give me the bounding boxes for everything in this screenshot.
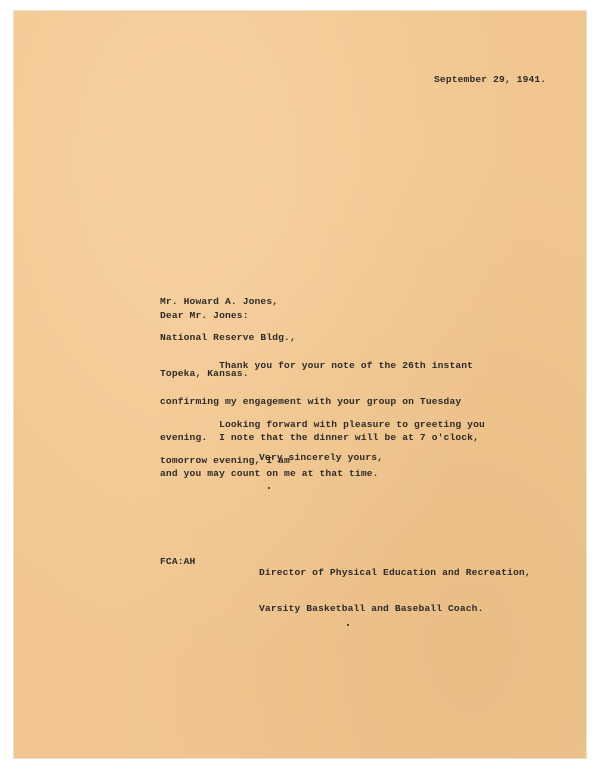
letter-date: September 29, 1941. (434, 74, 547, 85)
body-line: tomorrow evening, I am (160, 455, 290, 466)
body-line: and you may count on me at that time. (160, 468, 379, 479)
body-line: Looking forward with pleasure to greeting you (160, 419, 485, 430)
salutation: Dear Mr. Jones: (160, 310, 249, 321)
body-paragraph-2 (160, 395, 485, 491)
reference-initials: FCA:AH (160, 556, 196, 567)
signature-title (259, 543, 531, 639)
title-line: Director of Physical Education and Recreation, (259, 567, 531, 578)
paper-speck (268, 487, 270, 489)
body-line: Thank you for your note of the 26th instant (160, 360, 474, 371)
recipient-name: Mr. Howard A. Jones, (160, 296, 279, 307)
title-line: Varsity Basketball and Baseball Coach. (259, 603, 484, 614)
body-line: evening. I note that the dinner will be at 7 o'clock, (160, 432, 479, 443)
letter-page (14, 11, 586, 758)
complimentary-close: Very sincerely yours, (259, 452, 384, 463)
recipient-building: National Reserve Bldg., (160, 332, 296, 343)
paper-speck (347, 624, 349, 626)
recipient-city: Topeka, Kansas. (160, 368, 249, 379)
body-line: confirming my engagement with your group on Tuesday (160, 396, 462, 407)
